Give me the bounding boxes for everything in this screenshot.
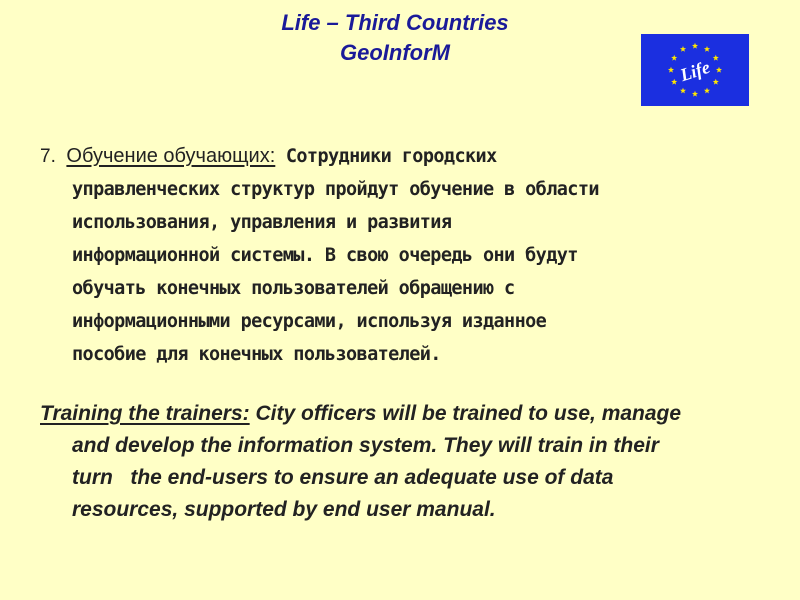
star-icon — [692, 91, 698, 97]
star-icon — [704, 88, 710, 94]
en-line: and develop the information system. They will train in their — [72, 434, 659, 457]
star-icon — [704, 46, 710, 52]
ru-line: обучать конечных пользователей обращению с — [72, 278, 515, 299]
logo-life-text: Life — [677, 56, 713, 86]
star-icon — [680, 88, 686, 94]
star-icon — [713, 55, 719, 61]
en-line: City officers will be trained to use, manage — [255, 402, 682, 425]
ru-line: пособие для конечных пользователей. — [72, 344, 441, 365]
eu-star-circle — [641, 34, 749, 106]
ru-line-first — [40, 140, 740, 173]
ru-heading: Обучение обучающих: — [66, 145, 276, 167]
paragraph-english — [40, 398, 770, 526]
item-number: 7. — [40, 146, 56, 167]
header-title: Life – Third Countries — [281, 10, 509, 35]
star-icon — [680, 46, 686, 52]
en-heading: Training the trainers: — [40, 402, 250, 425]
en-line-first — [40, 398, 770, 430]
star-icon — [668, 67, 674, 73]
paragraph-russian — [40, 140, 740, 371]
ru-line: Сотрудники городских — [285, 146, 497, 167]
star-icon — [713, 79, 719, 85]
en-line: turn the end-users to ensure an adequate use of data — [72, 466, 614, 489]
star-icon — [716, 67, 722, 73]
slide-header — [235, 8, 555, 68]
ru-line: информационными ресурсами, используя изданное — [72, 311, 547, 332]
header-subtitle: GeoInforM — [340, 40, 450, 65]
star-icon — [671, 79, 677, 85]
star-icon — [692, 43, 698, 49]
star-icon — [671, 55, 677, 61]
ru-line: информационной системы. В свою очередь они будут — [72, 245, 578, 266]
ru-line: управленческих структур пройдут обучение в области — [72, 179, 599, 200]
ru-line: использования, управления и развития — [72, 212, 452, 233]
en-line: resources, supported by end user manual. — [72, 498, 496, 521]
eu-life-flag-icon — [641, 34, 749, 106]
